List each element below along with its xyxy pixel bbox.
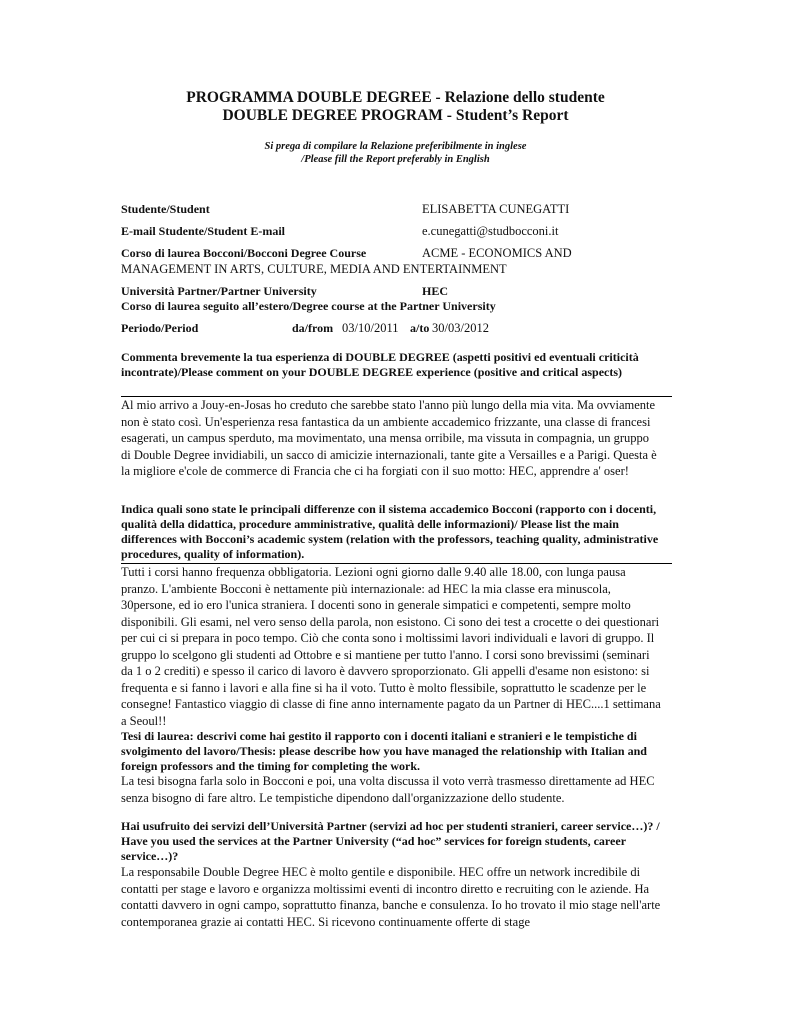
period-to-label: a/to <box>410 321 430 335</box>
experience-answer: Al mio arrivo a Jouy-en-Josas ho creduto che sarebbe stato l'anno più lungo della mia vita. Ma ovviamente non è stato così. Un'esperienza resa fantastica da un ambiente accademico frizzante, una classe di francesi esagerati, un campus sperduto, ma movimentato, una mensa orribile, ma vissuta in compagnia, un gruppo di Double Degree invidiabili, un sacco di amicizie internazionali, tante gite a Versailles e a Parigi. Questa è la migliore e'cole de commerce di Francia che ci ha forgiati con il suo motto: HEC, apprendre a' oser! <box>121 398 657 478</box>
title-english: DOUBLE DEGREE PROGRAM - Student’s Report <box>222 107 569 124</box>
differences-question: Indica quali sono state le principali differenze con il sistema accademico Bocconi (rapporto con i docenti, qualità della didattica, procedure amministrative, qualità delle informazioni)/ Please list the main differences with Bocconi’s academic system (relation with the professors, teaching quality, administrative procedures, quality of information). <box>121 502 659 561</box>
partner-course-label: Corso di laurea seguito all’estero/Degree course at the Partner University <box>121 299 496 313</box>
student-label: Studente/Student <box>121 202 210 216</box>
email-label: E-mail Studente/Student E-mail <box>121 224 286 238</box>
services-answer: La responsabile Double Degree HEC è molto gentile e disponibile. HEC offre un network incredibile di contatti per stage e lavoro e organizza moltissimi eventi di incontro diretto e recruiting con le aziende. Ha contatti davvero in ogni campo, soprattutto finanza, banche e consulenza. Io ho trovato il mio stage nell'arte contemporanea grazie ai contatti HEC. Si ricevono continuamente offerte di stage <box>121 865 661 929</box>
period-to-value: 30/03/2012 <box>432 321 489 335</box>
email-value: e.cunegatti@studbocconi.it <box>422 224 559 238</box>
period-label: Periodo/Period <box>121 321 199 335</box>
student-value: ELISABETTA CUNEGATTI <box>422 202 570 216</box>
thesis-answer: La tesi bisogna farla solo in Bocconi e poi, una volta discussa il voto verrà trasmesso direttamente ad HEC senza bisogno di fare altro. Le tempistiche dipendono dall'organizzazione dello studente. <box>121 774 655 805</box>
title-italian: PROGRAMMA DOUBLE DEGREE - Relazione dello studente <box>186 89 605 106</box>
period-from-value: 03/10/2011 <box>342 321 399 335</box>
period-from-label: da/from <box>292 321 334 335</box>
partner-university-value: HEC <box>422 284 449 298</box>
language-note-english: /Please fill the Report preferably in English <box>301 154 490 165</box>
language-note-italian: Si prega di compilare la Relazione preferibilmente in inglese <box>264 141 527 152</box>
thesis-question: Tesi di laurea: descrivi come hai gestito il rapporto con i docenti italiani e stranieri e le tempistiche di svolgimento del lavoro/Thesis: please describe how you have managed the relationship with Italian and foreign professors and the timing for completing the work. <box>121 729 647 773</box>
partner-university-label: Università Partner/Partner University <box>121 284 317 298</box>
bocconi-course-value-line2: MANAGEMENT IN ARTS, CULTURE, MEDIA AND ENTERTAINMENT <box>121 262 507 276</box>
bocconi-course-label: Corso di laurea Bocconi/Bocconi Degree Course <box>121 246 367 260</box>
differences-answer: Tutti i corsi hanno frequenza obbligatoria. Lezioni ogni giorno dalle 9.40 alle 18.00, con lunga pausa pranzo. L'ambiente Bocconi è nettamente più internazionale: ad HEC la mia classe era minuscola, 30persone, ed io ero l'unica straniera. I docenti sono in generale simpatici e competenti, sempre molto disponibili. Gli esami, nel vero senso della parola, non esistono. Ci sono dei test a crocette o dei questionari per cui ci si prepara in poco tempo. Ciò che conta sono i moltissimi lavori individuali e lavori di gruppo. Il gruppo lo scelgono gli studenti ad Ottobre e si mantiene per tutto l'anno. I corsi sono brevissimi (seminari da 1 o 2 crediti) e spesso il carico di lavoro è davvero sproporzionato. Gli appelli d'esame non esistono: si frequenta e si fanno i lavori e alla fine si ha il voto. Tutto è molto flessibile, soprattutto le scadenze per le consegne! Fantastico viaggio di classe di fine anno internamente pagato da un Partner di HEC....1 settimana a Seoul!! <box>121 565 661 728</box>
bocconi-course-value-line1: ACME - ECONOMICS AND <box>422 246 572 260</box>
experience-question: Commenta brevemente la tua esperienza di DOUBLE DEGREE (aspetti positivi ed eventuali criticità incontrate)/Please comment on your DOUBLE DEGREE experience (positive and critical aspects) <box>121 350 639 379</box>
services-question: Hai usufruito dei servizi dell’Università Partner (servizi ad hoc per studenti stranieri, career service…)? / Have you used the services at the Partner University (“ad hoc” services for foreign students, career service…)? <box>121 819 660 863</box>
